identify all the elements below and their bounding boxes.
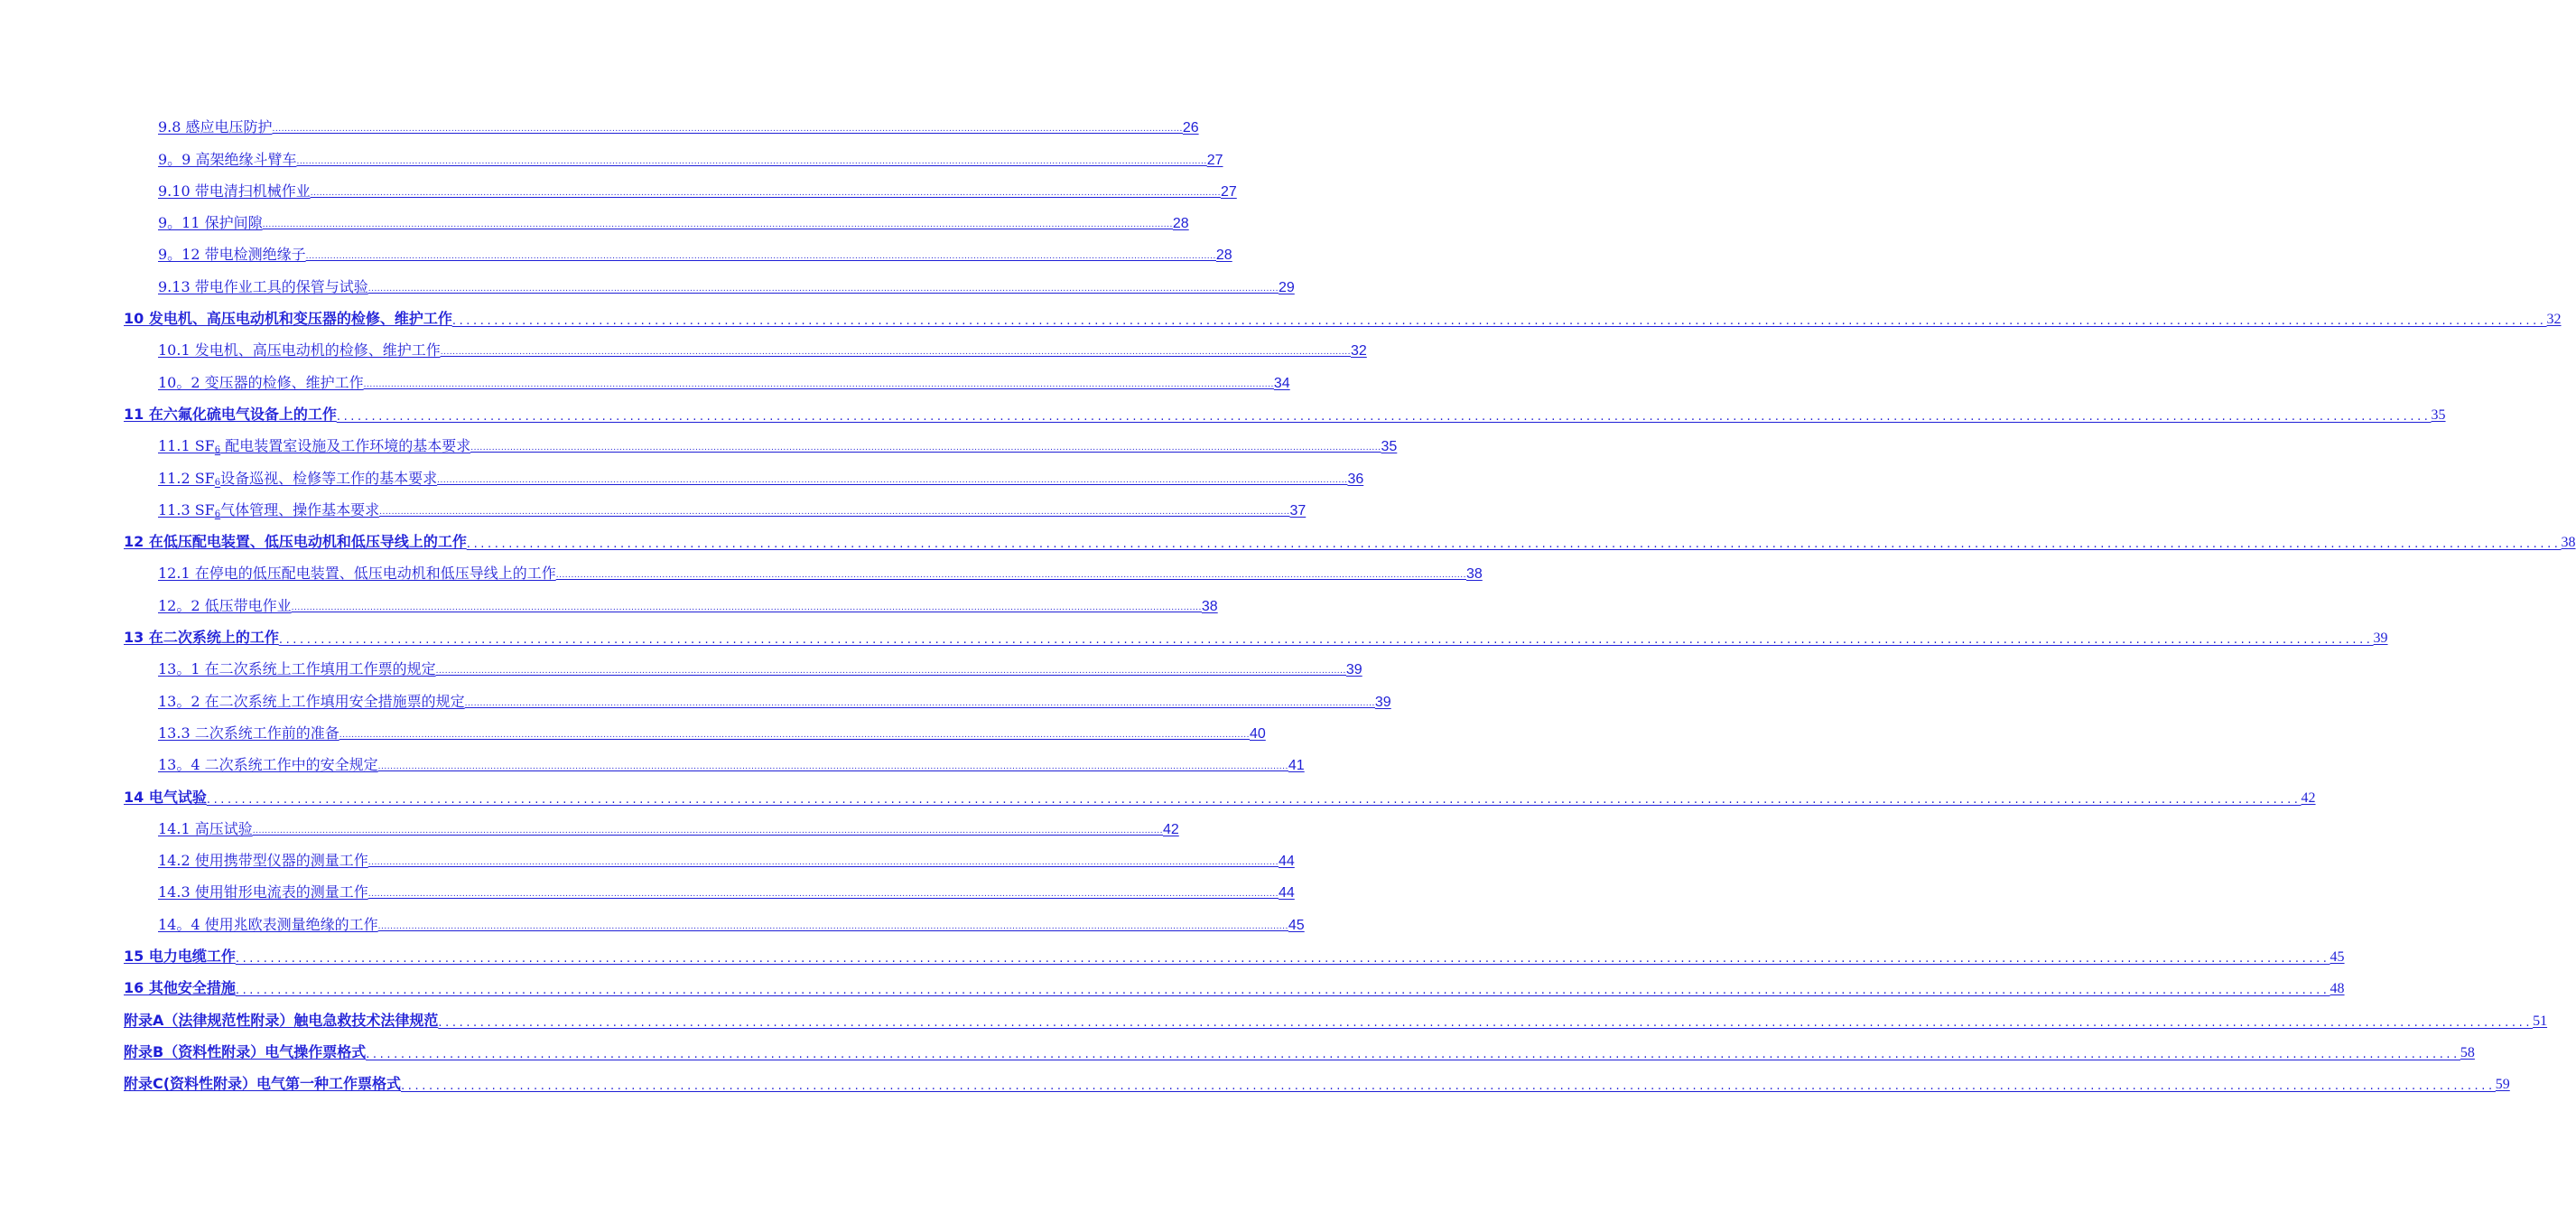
toc-leader-dots: ............................................................................................................................................................................................................................................................................................................ [363, 379, 1274, 389]
toc-entry[interactable] [124, 300, 2562, 332]
toc-entry-page-number: 38 [1465, 566, 1483, 583]
toc-leader-dots: ............................................................................................................................................................................................................................................................................................................ [305, 252, 1216, 262]
table-of-contents [124, 108, 2576, 1097]
toc-entry-title: 10.1 发电机、高压电动机的检修、维护工作 [158, 341, 441, 360]
toc-entry[interactable] [124, 905, 1305, 937]
toc-leader-dots: ............................................................................................................................................................................................................................................................................................................ [235, 984, 2330, 998]
toc-entry-title [158, 467, 437, 488]
toc-leader-dots: ............................................................................................................................................................................................................................................................................................................ [470, 444, 1381, 453]
toc-entry-page-number: 41 [1288, 758, 1305, 774]
toc-entry[interactable] [124, 873, 1295, 905]
toc-entry-title-prefix: 11.1 SF [158, 437, 215, 455]
toc-entry[interactable] [124, 459, 1364, 490]
toc-entry-title: 14。4 使用兆欧表测量绝缘的工作 [158, 915, 378, 933]
toc-leader-dots: ............................................................................................................................................................................................................................................................................................................ [377, 762, 1288, 772]
toc-entry[interactable] [124, 427, 1398, 459]
toc-entry-page-number: 28 [1215, 247, 1232, 264]
toc-entry-page-number: 29 [1278, 279, 1295, 295]
toc-entry[interactable] [124, 491, 1307, 523]
toc-entry-title: 9.10 带电清扫机械作业 [158, 182, 311, 200]
toc-entry-page-number: 26 [1182, 120, 1199, 136]
toc-leader-dots: ............................................................................................................................................................................................................................................................................................................ [401, 1079, 2496, 1094]
toc-entry-page-number: 45 [1288, 917, 1305, 933]
toc-entry-title: 附录B（资料性附录）电气操作票格式 [124, 1042, 367, 1060]
toc-entry-title-subscript: 6 [214, 477, 221, 488]
toc-entry[interactable] [124, 396, 2446, 427]
toc-entry-title: 16 其他安全措施 [124, 979, 236, 997]
toc-leader-dots: ............................................................................................................................................................................................................................................................................................................ [435, 667, 1346, 677]
toc-entry[interactable] [124, 555, 1483, 586]
toc-entry-title: 13。1 在二次系统上工作填用工作票的规定 [158, 660, 436, 678]
toc-entry-title: 9.13 带电作业工具的保管与试验 [158, 277, 368, 295]
toc-entry-title: 13。2 在二次系统上工作填用安全措施票的规定 [158, 692, 465, 710]
toc-entry-page-number: 40 [1249, 725, 1266, 742]
toc-entry-page-number: 38 [1201, 598, 1218, 614]
toc-leader-dots: ............................................................................................................................................................................................................................................................................................................ [377, 921, 1288, 931]
toc-entry-title [158, 499, 379, 519]
toc-leader-dots: ............................................................................................................................................................................................................................................................................................................ [252, 826, 1163, 836]
toc-leader-dots: ............................................................................................................................................................................................................................................................................................................ [379, 507, 1290, 517]
toc-entry[interactable] [124, 267, 1295, 299]
toc-entry-title: 13.3 二次系统工作前的准备 [158, 724, 339, 742]
toc-entry-page-number: 35 [2431, 406, 2446, 423]
toc-leader-dots: ............................................................................................................................................................................................................................................................................................................ [367, 284, 1279, 294]
toc-entry[interactable] [124, 1001, 2548, 1032]
toc-entry[interactable] [124, 842, 1295, 873]
toc-leader-dots: ............................................................................................................................................................................................................................................................................................................ [466, 537, 2562, 552]
toc-entry-title-suffix: 配电装置室设施及工作环境的基本要求 [220, 437, 471, 455]
toc-leader-dots: ............................................................................................................................................................................................................................................................................................................ [437, 475, 1348, 485]
toc-entry-title: 14.1 高压试验 [158, 819, 253, 837]
toc-entry-title: 15 电力电缆工作 [124, 948, 236, 966]
toc-entry[interactable] [124, 204, 1189, 236]
toc-leader-dots: ............................................................................................................................................................................................................................................................................................................ [440, 348, 1351, 358]
toc-leader-dots: ............................................................................................................................................................................................................................................................................................................ [278, 633, 2374, 648]
toc-entry-page-number: 42 [1162, 821, 1179, 837]
toc-entry-title: 14.3 使用钳形电流表的测量工作 [158, 883, 368, 901]
toc-leader-dots: ............................................................................................................................................................................................................................................................................................................ [262, 220, 1173, 230]
toc-entry-title-suffix: 气体管理、操作基本要求 [220, 500, 380, 518]
toc-entry[interactable] [124, 363, 1290, 395]
toc-entry-title: 附录C(资料性附录）电气第一种工作票格式 [124, 1075, 402, 1093]
toc-leader-dots: ............................................................................................................................................................................................................................................................................................................ [291, 602, 1202, 612]
toc-entry[interactable] [124, 523, 2576, 555]
toc-entry-page-number: 58 [2460, 1044, 2475, 1060]
toc-entry-title [158, 434, 470, 455]
toc-entry-title: 10。2 变压器的检修、维护工作 [158, 373, 364, 391]
toc-entry-page-number: 34 [1273, 375, 1290, 391]
toc-entry-page-number: 35 [1381, 439, 1398, 455]
toc-entry-page-number: 39 [2373, 630, 2388, 647]
toc-entry-page-number: 59 [2495, 1077, 2510, 1093]
toc-leader-dots: ............................................................................................................................................................................................................................................................................................................ [206, 792, 2302, 807]
toc-entry-page-number: 45 [2330, 949, 2345, 966]
toc-entry-page-number: 48 [2330, 981, 2345, 997]
toc-entry-title-suffix: 设备巡视、检修等工作的基本要求 [220, 469, 438, 487]
toc-entry-title: 14 电气试验 [124, 788, 207, 806]
toc-entry[interactable] [124, 1065, 2510, 1097]
toc-entry[interactable] [124, 619, 2388, 650]
toc-entry-page-number: 42 [2301, 789, 2316, 806]
toc-entry-page-number: 32 [1350, 343, 1367, 360]
toc-entry-title-prefix: 11.3 SF [158, 500, 215, 518]
toc-entry[interactable] [124, 108, 1199, 140]
toc-leader-dots: ............................................................................................................................................................................................................................................................................................................ [235, 952, 2330, 967]
toc-entry-page-number: 51 [2533, 1013, 2548, 1029]
toc-entry-page-number: 37 [1289, 502, 1307, 518]
toc-entry-title: 13。4 二次系统工作中的安全规定 [158, 756, 378, 774]
toc-leader-dots: ............................................................................................................................................................................................................................................................................................................ [438, 1015, 2534, 1030]
toc-entry[interactable] [124, 810, 1179, 842]
toc-entry[interactable] [124, 938, 2345, 969]
toc-entry-page-number: 36 [1347, 471, 1364, 487]
toc-leader-dots: ............................................................................................................................................................................................................................................................................................................ [367, 858, 1279, 868]
toc-entry-page-number: 44 [1278, 885, 1295, 901]
toc-entry-title-prefix: 11.2 SF [158, 469, 215, 487]
toc-entry-page-number: 28 [1172, 216, 1189, 232]
toc-entry[interactable] [124, 332, 1367, 363]
toc-entry[interactable] [124, 586, 1218, 618]
toc-entry-title: 9。9 高架绝缘斗臂车 [158, 150, 297, 168]
toc-entry-title: 14.2 使用携带型仪器的测量工作 [158, 852, 368, 870]
toc-leader-dots: ............................................................................................................................................................................................................................................................................................................ [555, 571, 1466, 581]
toc-entry[interactable] [124, 173, 1237, 204]
toc-entry-page-number: 27 [1206, 152, 1223, 168]
toc-entry-title-subscript: 6 [214, 509, 221, 519]
toc-entry-title: 附录A（法律规范性附录）触电急救技术法律规范 [124, 1011, 439, 1029]
toc-entry-title: 13 在二次系统上的工作 [124, 629, 279, 647]
toc-entry-page-number: 39 [1345, 662, 1362, 678]
toc-leader-dots: ............................................................................................................................................................................................................................................................................................................ [339, 730, 1250, 740]
toc-entry-page-number: 32 [2546, 312, 2562, 328]
toc-entry[interactable] [124, 778, 2316, 809]
toc-leader-dots: ............................................................................................................................................................................................................................................................................................................ [464, 698, 1375, 708]
toc-entry-title: 9。11 保护间隙 [158, 214, 263, 232]
toc-leader-dots: ............................................................................................................................................................................................................................................................................................................ [296, 156, 1207, 166]
toc-entry[interactable] [124, 1033, 2475, 1065]
toc-entry[interactable] [124, 650, 1362, 682]
toc-entry-title: 9.8 感应电压防护 [158, 118, 273, 136]
toc-entry[interactable] [124, 746, 1305, 778]
toc-entry-page-number: 27 [1220, 183, 1237, 200]
toc-entry[interactable] [124, 236, 1232, 267]
toc-entry[interactable] [124, 140, 1223, 172]
toc-leader-dots: ............................................................................................................................................................................................................................................................................................................ [336, 409, 2432, 424]
toc-leader-dots: ............................................................................................................................................................................................................................................................................................................ [272, 125, 1183, 135]
toc-entry[interactable] [124, 682, 1391, 714]
toc-entry-title-subscript: 6 [214, 445, 221, 456]
toc-entry-title: 12 在低压配电装置、低压电动机和低压导线上的工作 [124, 533, 467, 551]
toc-leader-dots: ............................................................................................................................................................................................................................................................................................................ [366, 1047, 2460, 1061]
toc-entry-title: 12.1 在停电的低压配电装置、低压电动机和低压导线上的工作 [158, 565, 556, 583]
toc-entry-page-number: 38 [2561, 535, 2576, 551]
toc-entry[interactable] [124, 969, 2345, 1001]
toc-leader-dots: ............................................................................................................................................................................................................................................................................................................ [310, 188, 1221, 198]
toc-entry-title: 10 发电机、高压电动机和变压器的检修、维护工作 [124, 310, 452, 328]
toc-leader-dots: ............................................................................................................................................................................................................................................................................................................ [367, 890, 1279, 900]
toc-entry-title: 9。12 带电检测绝缘子 [158, 246, 306, 264]
toc-entry-title: 12。2 低压带电作业 [158, 596, 292, 614]
toc-entry-page-number: 44 [1278, 854, 1295, 870]
toc-entry-title: 11 在六氟化硫电气设备上的工作 [124, 405, 337, 423]
toc-entry[interactable] [124, 714, 1266, 746]
toc-leader-dots: ............................................................................................................................................................................................................................................................................................................ [451, 314, 2547, 329]
toc-entry-page-number: 39 [1374, 694, 1391, 710]
